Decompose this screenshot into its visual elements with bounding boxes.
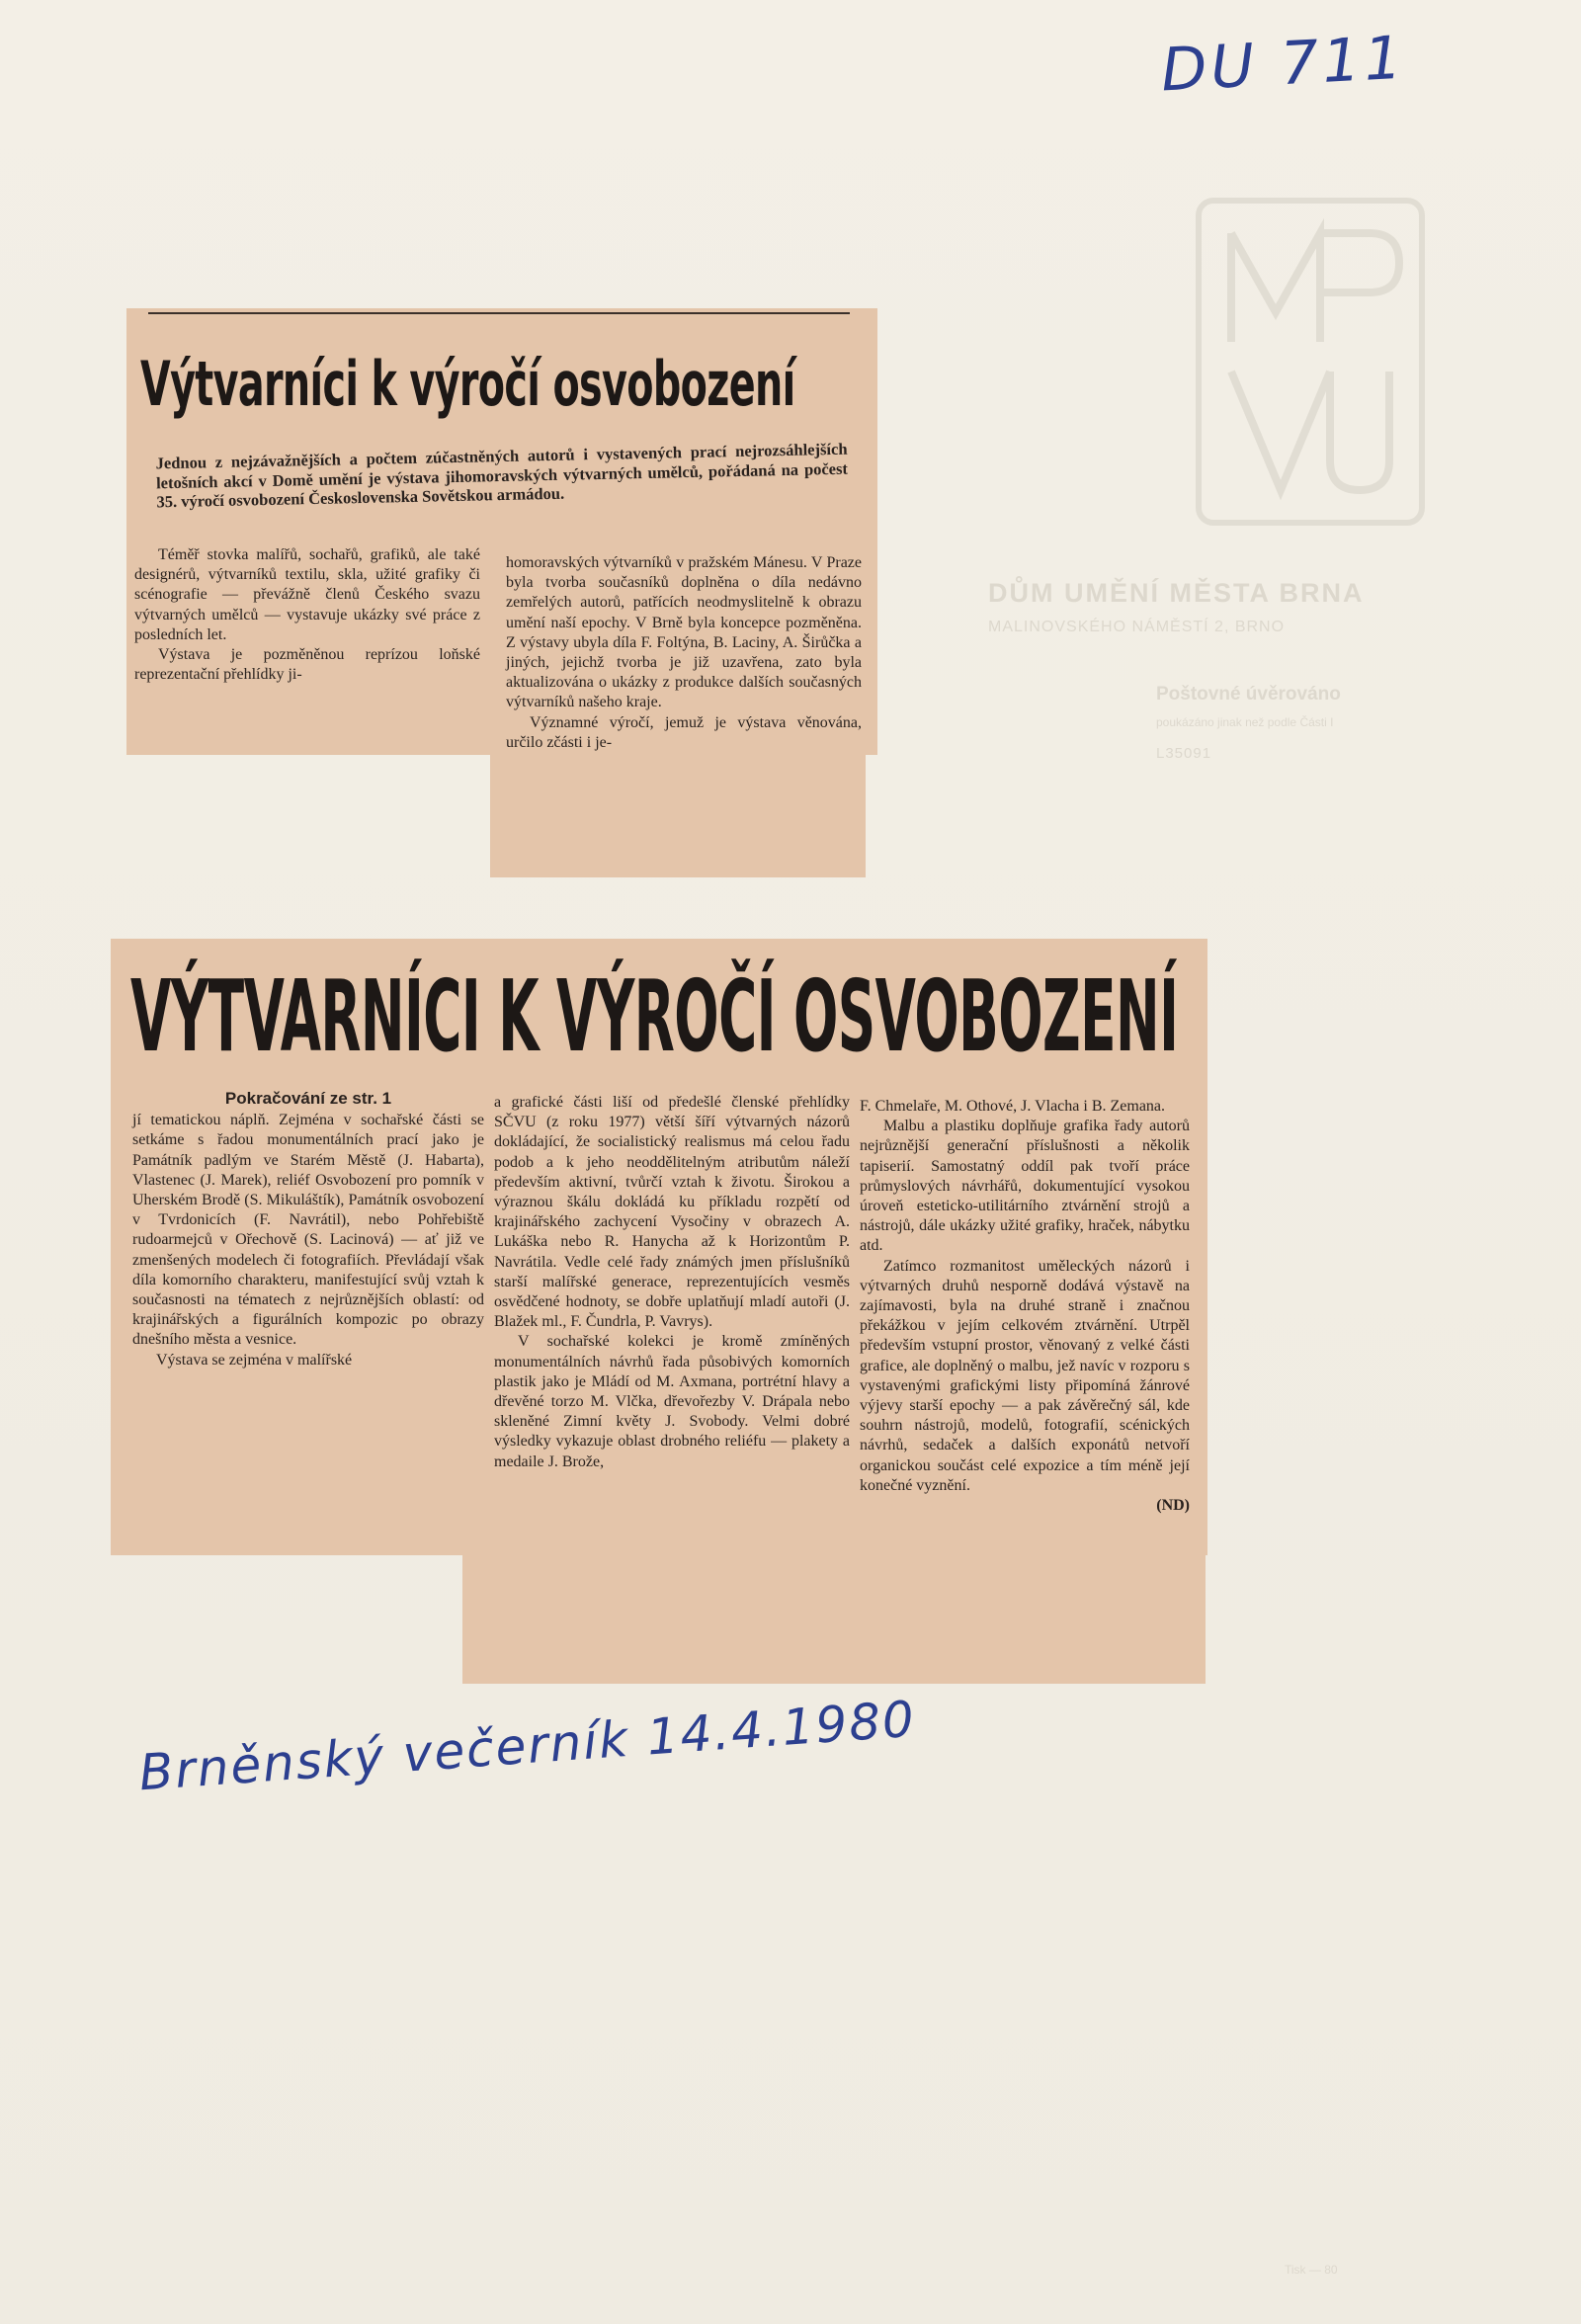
clipping-1-column-2 — [506, 553, 862, 775]
clipping-2-col1-para-1: jí tematickou náplň. Zejména v sochařské části se setkáme s řadou monumentálních prací jako je Památník padlým ve Starém Městě (J. Habarta), Vlastenec (J. Marek), reliéf Osvobození pro pomník v Uherském Brodě (S. Mikuláštík), Památník osvobození v Tvrdonicích (F. Navrátil), nebo Pohřebiště rudoarmejců v Ořechově (S. Lacinová) — ať již ve zmenšených modelech či fotografiích. Převládají však díla komorního charakteru, manifestující svůj vztah k současnosti na tématech z nejrůznějších oblastí: od krajinářských a figurálních kompozic po obrazy dnešního města a vesnice. — [132, 1112, 484, 1349]
clipping-1-col2-para-2: Významné výročí, jemuž je výstava věnována, určilo zčásti i je- — [506, 713, 862, 751]
clipping-1-col1-para-2: Výstava je pozměněnou reprízou loňské reprezentační přehlídky ji- — [134, 646, 480, 684]
clipping-2-col2-para-1: a grafické části liší od předešlé členské přehlídky SČVU (z roku 1977) větší šíří výtvarných názorů dokládající, že socialistický realismus má celou řadu podob a k jeho neoddělitelným atributům náleží především aktivní, tvůrčí vztah k životu. Širokou a výraznou škálu dokládá ku příkladu rozpětí od krajinářského zachycení Vysočiny v obrazech A. Lukáška nebo R. Hanycha až k Horizontům P. Navrátila. Vedle celé řady známých jmen příslušníků starší malířské generace, reprezentujících vesměs osvědčené hodnoty, se dobře uplatňují mladí autoři (J. Blažek ml., F. Čundrla, P. Vavrys). — [494, 1094, 850, 1331]
letterhead — [988, 578, 1453, 762]
clipping-2-headline: VÝTVARNÍCI K VÝROČÍ OSVOBOZENÍ — [130, 958, 1179, 1074]
clipping-2-col3-para-3: Zatímco rozmanitost uměleckých názorů i výtvarných druhů nesporně dodává výstavě na zajímavosti, byla na druhé straně i značnou překážkou v jejím celkovém ztvárnění. Utrpěl především vstupní prostor, věnovaný z velké části grafice, ale doplněný o malbu, jež navíc v rozporu s vystavenými grafickými listy připomíná žánrové výjevy starší epochy — a pak závěrečný sál, kde souhrn nástrojů, modelů, fotografií, scénických návrhů, sedaček a dalších exponátů netvoří organickou součást celé expozice a tím méně její konečné vyznění. — [860, 1257, 1190, 1494]
clipping-2-column-3 — [860, 1097, 1190, 1516]
postage-label: Poštovné úvěrováno — [1156, 684, 1341, 705]
clipping-2 — [111, 939, 1207, 1555]
handwritten-source-note: Brněnský večerník 14.4.1980 — [136, 1690, 918, 1802]
clipping-1-rule — [148, 312, 850, 314]
postage-sub: poukázáno jinak než podle Části I — [1156, 715, 1334, 729]
clipping-2-col1-para-2: Výstava se zejména v malířské — [156, 1351, 353, 1369]
logo-monogram-icon — [1202, 204, 1419, 520]
clipping-1-headline: Výtvarníci k výročí osvobození — [140, 348, 795, 420]
clipping-1-column-1 — [134, 545, 480, 685]
clipping-2-col2-para-2: V sochařské kolekci je kromě zmíněných monumentálních návrhů řada působivých komorních plastik jako je Mládí od M. Axmana, portrétní hlavy a dřevěné torzo M. Vlčka, dřevořezby V. Drápala nebo skleněné Zimní květy J. Svobody. Velmi dobré výsledky vykazuje oblast drobného reliéfu — plakety a medaile J. Brože, — [494, 1333, 850, 1470]
letterhead-name: DŮM UMĚNÍ MĚSTA BRNA — [988, 578, 1365, 608]
clipping-1-col2-para-1: homoravských výtvarníků v pražském Mánesu. V Praze byla tvorba současníků doplněna o díla nedávno zemřelých autorů, patřících neodmyslitelně k obrazu umění naší epochy. V Brně byla koncepce pozměněna. Z výstavy ubyla díla F. Foltýna, B. Laciny, A. Širůčka a jiných, jejichž tvorba je již uzavřena, zato byla aktualizována o ukázky z produkce dalších současných výtvarníků našeho kraje. — [506, 554, 862, 711]
institution-logo — [1196, 198, 1425, 526]
archive-reference-note: DU 711 — [1159, 23, 1408, 106]
clipping-2-column-1 — [132, 1089, 484, 1370]
print-footnote: Tisk — 80 — [1285, 2263, 1338, 2277]
clipping-2-continued-from: Pokračování ze str. 1 — [224, 1089, 392, 1108]
clipping-2-column-2 — [494, 1093, 850, 1472]
clipping-2-col3-para-1: F. Chmelaře, M. Othové, J. Vlacha i B. Zemana. — [860, 1098, 1166, 1115]
clipping-1 — [126, 308, 877, 755]
clipping-2-byline: (ND) — [1156, 1497, 1190, 1515]
clipping-2-tail — [462, 1555, 1206, 1684]
clipping-1-lead: Jednou z nejzávažnějších a počtem zúčastněných autorů i vystavených prací nejrozsáhlejších letošních akcí v Domě umění je výstava jihomoravských výtvarných umělců, pořádaná na počest 35. výročí osvobození Československa Sovětskou armádou. — [155, 439, 849, 512]
letterhead-address: MALINOVSKÉHO NÁMĚSTÍ 2, BRNO — [988, 619, 1286, 635]
clipping-1-col1-para-1: Téměř stovka malířů, sochařů, grafiků, ale také designérů, výtvarníků textilu, skla, užité grafiky či scénografie — převážně členů Českého svazu výtvarných umělců — vystavuje ukázky své práce z posledních let. — [134, 546, 480, 643]
clipping-1-tail — [490, 755, 866, 877]
clipping-2-col3-para-2: Malbu a plastiku doplňuje grafika řady autorů nejrůznější generační příslušnosti a několik tapiserií. Samostatný oddíl pak tvoří práce průmyslových návrhářů, dokumentující vysokou úroveň esteticko-utilitárního ztvárnění strojů a nástrojů, dále ukázky užité grafiky, hraček, nábytku atd. — [860, 1118, 1190, 1255]
postage-id: L35091 — [1156, 745, 1212, 762]
